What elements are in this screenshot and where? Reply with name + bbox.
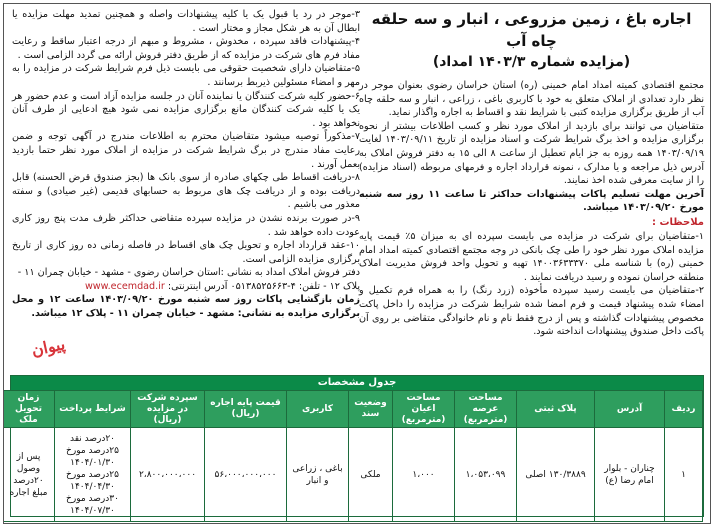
right-column: [359, 8, 704, 339]
col-header-payment: شرایط پرداخت: [55, 391, 131, 428]
note-8: ۸-دریافت اقساط طی چکهای صادره از سوی بانک ها (بجز صندوق قرض الحسنه) قابل دریافت بوده و از دریافت چک های مربوط به حسابهای قدیمی (غیر صیادی) و سفته معذور می باشیم .: [12, 172, 360, 211]
contact-address: دفتر فروش املاک امداد به نشانی :استان خراسان رضوی - مشهد - خیابان چمران ۱۱ -: [17, 267, 360, 279]
notes-heading: ملاحظات :: [651, 216, 704, 228]
cell-deposit: ۲،۸۰۰،۰۰۰،۰۰۰: [131, 428, 205, 522]
note-6: ۶-حضور کلیه شرکت کنندگان یا نماینده آنان در جلسه مزایده آزاد است و عدم حضور هر یک یا کلیه شرکت کنندگان مانع برگزاری مزایده نمی شود هیچ ادعایی از طرف آنان نخواهد بود .: [12, 90, 360, 129]
advertisement-page: [3, 3, 711, 524]
intro-paragraph-2: متقاضیان می توانند برای بازدید از املاک مورد نظر و کسب اطلاعات بیشتر از نحوه برگزاری مزایده و اخذ برگ شرایط شرکت و اسناد مزایده از تاریخ ۱۴۰۳/۰۹/۱۱ لغایت ۱۴۰۳/۰۹/۱۹ همه روزه به جز ایام تعطیل از ساعت ۸ الی ۱۵ به دفتر فروش املاک به آدرس ذیل مراجعه و یا مدارک ، نمونه قرارداد اجاره و فرمهای مربوطه (اسناد مزایده) را از سایت معرفی شده اخذ نمایند.: [359, 120, 705, 187]
col-header-building-area: مساحت اعیان (مترمربع): [393, 391, 455, 428]
col-header-delivery: زمان تحویل ملک: [3, 391, 55, 428]
col-header-base-price: قیمت پایه اجاره (ریال): [205, 391, 287, 428]
opening-info: زمان بازگشایی پاکات روز سه شنبه مورخ ۱۴۰۳/۰۹/۲۰ ساعت ۱۲ و محل برگزاری مزایده به نشانی: مشهد - خیابان چمران ۱۱ - پلاک ۱۲ میباشد.: [12, 294, 360, 320]
note-5: ۵-متقاضیان دارای شخصیت حقوقی می بایست ذیل فرم شرایط شرکت در مزایده را به مهر و امضاء مسئولین ذیربط برسانند .: [12, 63, 360, 88]
cell-address: چناران - بلوار امام رضا (ع): [595, 428, 665, 522]
payment-line: ۲۵درصد مورخ ۱۴۰۴/۰۱/۳۰: [66, 445, 119, 468]
col-header-deposit: سپرده شرکت در مزایده (ریال): [131, 391, 205, 428]
payment-line: ۳۰درصد مورخ ۱۴۰۴/۰۷/۳۰: [66, 493, 119, 516]
note-10: ۱۰-عقد قرارداد اجاره و تحویل چک های اقساط در فاصله زمانی ده روز کاری از تاریخ برگزاری مزایده الزامی است.: [12, 240, 360, 265]
specs-table: [3, 390, 703, 522]
cell-index: ۱: [665, 428, 703, 522]
intro-paragraph-1: مجتمع اقتصادی کمیته امداد امام خمینی (ره) استان خراسان رضوی بعنوان موجر در نظر دارد تعدادی از املاک متعلق به خود با کاربری باغی ، زراعی ، انبار و سه حلقه چاه آب از طریق برگزاری مزایده کتبی با شرایط نقد و اقساط به اجاره واگذار نماید.: [359, 80, 704, 119]
website-link[interactable]: www.ecemdad.ir: [84, 280, 165, 292]
cell-deed: ملکی: [349, 428, 393, 522]
watermark-logo: پیوان: [29, 334, 67, 360]
col-header-index: ردیف: [665, 391, 703, 428]
note-1: ۱-متقاضیان برای شرکت در مزایده می بایست سپرده ای به میزان ۵٪ قیمت پایه مزایده املاک مورد نظر خود را طی چک بانکی در وجه مجتمع اقتصادی کمیته امداد امام خمینی (ره) با شناسه ملی ۱۴۰۰۳۶۳۳۳۷۰ تهیه و تحویل واحد فروش مدیریت املاک منطقه خراسان نموده و رسید دریافت نمایند .: [359, 230, 704, 283]
note-7: ۷-مذکوراً توصیه میشود متقاضیان محترم به اطلاعات مندرج در آگهی توجه و ضمن رعایت مفاد مندرج در برگ شرایط شرکت در مزایده از املاک مورد نظر حتما بازدید بعمل آورند .: [12, 131, 360, 170]
cell-delivery: پس از وصول ۲۰درصد مبلغ اجاره: [3, 428, 55, 522]
note-3: ۳-موجر در رد یا قبول یک یا کلیه پیشنهادات واصله و همچنین تمدید مهلت مزایده یا ابطال آن به هر شکل مجاز و مختار است .: [12, 9, 360, 34]
note-9: ۹-در صورت برنده نشدن در مزایده سپرده متقاضی حداکثر ظرف مدت پنج روز کاری عودت داده خواهد شد .: [12, 212, 360, 238]
ad-subtitle: (مزایده شماره ۱۴۰۳/۳ امداد): [432, 54, 631, 70]
cell-building-area: ۱،۰۰۰: [393, 428, 455, 522]
payment-line: ۲۵درصد مورخ ۱۴۰۴/۰۴/۳۰: [66, 469, 119, 492]
cell-payment: [55, 428, 131, 522]
contact-phone-site: [12, 280, 360, 294]
col-header-plate: پلاک ثبتی: [517, 391, 595, 428]
cell-usage: باغی ، زراعی و انبار: [287, 428, 349, 522]
payment-line: ۲۰درصد نقد: [69, 433, 116, 444]
left-column: [12, 8, 360, 321]
specs-table-title: جدول مشخصات: [11, 376, 703, 390]
contact-phone: پلاک ۱۲ - تلفن: ۴-۰۵۱۳۸۵۲۵۶۶۳: [230, 280, 360, 292]
note-2: ۲-متقاضیان می بایست رسید سپرده مأخوذه (زرد رنگ) را به همراه فرم تکمیل و امضاء شده پیشنهاد قیمت و فرم امضا شده شرایط شرکت در مزایده را داخل پاکت مخصوص پیشنهادات گذاشته و پس از درج فقط نام و نام خانوادگی متقاضی بر روی آن پاکت داخل صندوق پیشنهادات انداخته شود.: [359, 285, 704, 338]
col-header-address: آدرس: [595, 391, 665, 428]
contact-site-label: آدرس اینترنتی:: [167, 280, 228, 292]
deadline-paragraph: آخرین مهلت تسلیم پاکات پیشنهادات حداکثر تا ساعت ۱۱ روز سه شنبه مورخ ۱۴۰۳/۰۹/۲۰ میباشد.: [359, 188, 704, 214]
cell-base-price: ۵۶،۰۰۰،۰۰۰،۰۰۰: [205, 428, 287, 522]
ad-title: اجاره باغ ، زمین مزروعی ، انبار و سه حلقه چاه آب: [371, 10, 692, 50]
cell-land-area: ۱،۰۵۳،۰۹۹: [455, 428, 517, 522]
cell-plate: ۱۳۰/۳۸۸۹ اصلی: [517, 428, 595, 522]
col-header-usage: کاربری: [287, 391, 349, 428]
note-4: ۴-پیشنهادات فاقد سپرده ، مخدوش ، مشروط و مبهم از درجه اعتبار ساقط و رعایت مفاد فرم های شرکت در مزایده که از طریق دفتر فروش ارائه می گردد الزامی است .: [12, 36, 360, 61]
table-row: [3, 428, 703, 522]
table-header-row: [3, 391, 703, 428]
col-header-deed: وضعیت سند: [349, 391, 393, 428]
col-header-land-area: مساحت عرصه (مترمربع): [455, 391, 517, 428]
specs-table-container: [10, 375, 704, 517]
